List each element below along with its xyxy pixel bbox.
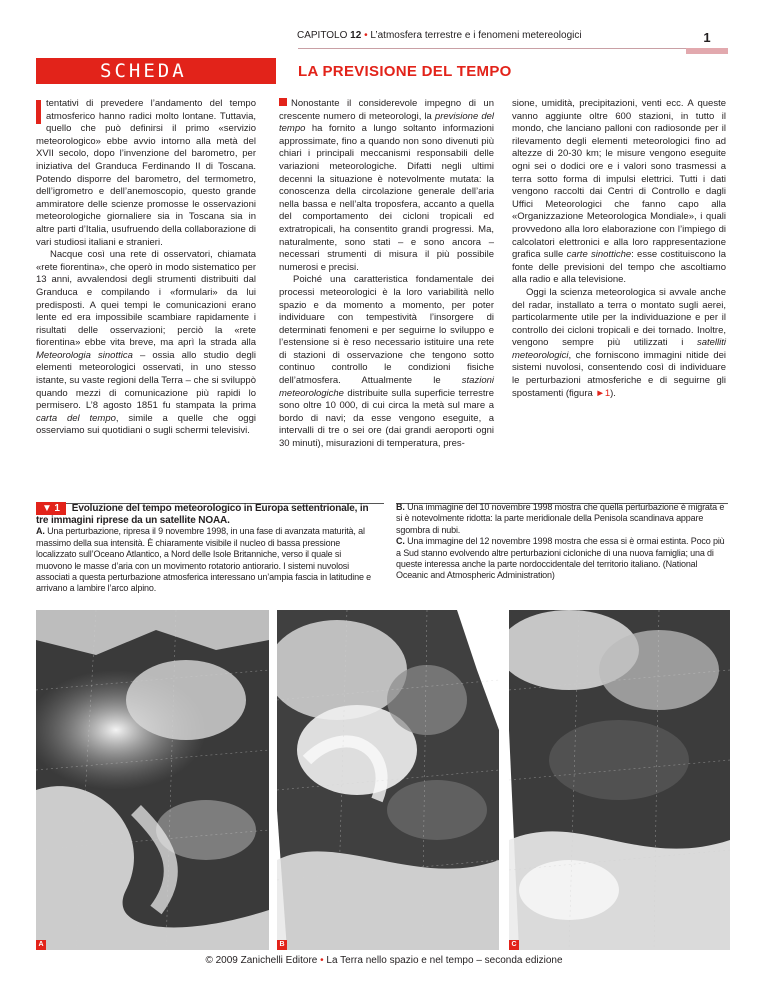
text-column-3 [512, 98, 726, 400]
caption-label: B. [396, 502, 405, 512]
caption-text: Una immagine del 10 novembre 1998 mostra che quella perturbazione è migrata e si è notevolmente ridotta: la parte meridionale della Penisola scandinava appare sgombra di nubi. [396, 502, 725, 535]
paragraph-text: tentativi di prevedere l’andamento del tempo atmosferico hanno radici molto lontane. Tuttavia, quello che può definirsi il primo «servizio meteorologico» ebbe avvio intorno alla metà del XVII secolo, dopo l’invenzione del barometro, per iniziativa del Granduca Ferdinando II di Toscana. Potendo disporre del barometro, del termometro, dell’igrometro e dell’anemoscopio, questo grande ammiratore delle scienze promosse le osservazioni meteorologiche giornaliere sia in Toscana sia in altre parti d’Italia, usufruendo della collaborazione di vari studiosi italiani e stranieri. [36, 98, 256, 248]
satellite-image-a-graphic [36, 610, 269, 950]
satellite-image-a [36, 610, 269, 950]
paragraph-text: ha fornito a lungo soltanto informazioni approssimate, fino a quando non sono divenuti più chiari i principali meccanismi responsabili delle variazioni meteorologiche. Difatti negli ultimi decenni la situazione è notevolmente mutata: la conoscenza della circolazione generale dell’aria nella bassa e nell’alta troposfera, accanto a quella del comportamento dei cicloni tropicali ed extratropicali, ha consentito grandi progressi. Ma, naturalmente, sono stati – e sono ancora – necessari strumenti di misura il più possibile numerosi e precisi. [279, 123, 494, 273]
paragraph-text: Nonostante il considerevole impegno di un crescente numero di meteorologi, la [279, 98, 494, 122]
scheda-banner: SCHEDA [36, 58, 276, 84]
satellite-image-b-graphic [277, 610, 499, 950]
footer-copyright: © 2009 Zanichelli Editore [205, 955, 318, 966]
chapter-number: 12 [350, 30, 362, 41]
emphasis-text: satelliti meteorologici [512, 337, 726, 361]
paragraph-text: Nacque così una rete di osservatori, chiamata «rete fiorentina», che operò in modo sistematico per 13 anni, avvalendosi degli strumenti distribuiti dal Granduca e compilando i «formulari» da lui predisposti. A quei tempi le comunicazioni erano lente ed era impossibile scambiare rapidamente i risultati delle osservazioni; perciò la «rete fiorentina» ebbe vita breve, ma aprì la strada alla [36, 249, 256, 349]
paragraph [279, 274, 494, 450]
chapter-title: L’atmosfera terrestre e i fenomeni metereologici [370, 30, 582, 41]
section-title: LA PREVISIONE DEL TEMPO [298, 63, 512, 80]
paragraph-text: , che forniscono immagini nitide dei sistemi nuvolosi, consentendo così di individuare le perturbazioni atmosferiche e di seguirne gli spostamenti (figura [512, 349, 726, 399]
figure-caption-left [36, 502, 378, 595]
emphasis-text: carte sinottiche [566, 249, 632, 261]
header-rule [298, 48, 686, 49]
chapter-prefix: CAPITOLO [297, 30, 348, 41]
photo-label-c: C [509, 940, 519, 950]
paragraph [36, 249, 256, 438]
paragraph-text: sione, umidità, precipitazioni, venti ecc. A queste vanno aggiunte oltre 600 stazioni, in tutto il mondo, che lanciano palloni con radiosonde per il rilevamento degli elementi meteorologici fino ad altezze di 20-30 km; le misure vengono eseguite ogni sei o dodici ore e i valori sono trasmessi a terra sotto forma di impulsi elettrici. Tutti i dati vengono raccolti dai Centri di Controllo e dagli Uffici Meteorologici che fanno capo alla «Organizzazione Meteorologica Mondiale», i quali provvedono alla loro elaborazione con l’impiego di calcolatori elettronici e alla loro rappresentazione grafica sulle [512, 98, 726, 261]
satellite-image-c [509, 610, 730, 950]
paragraph-text: : esse costituiscono la fonte delle previsioni del tempo che ascoltiamo alla radio e alla televisione. [512, 249, 726, 286]
paragraph [36, 98, 256, 249]
photo-label-b: B [277, 940, 287, 950]
emphasis-text: stazioni meteorologiche [279, 375, 494, 399]
square-bullet-icon [279, 98, 287, 106]
paragraph-text: – ossia allo studio degli elementi meteorologici osservati, in uno stesso istante, su vaste regioni della Terra – che si sviluppò quando mezzi di comunicazione più rapidi lo permisero. L’8 agosto 1851 fu stampata la prima [36, 349, 256, 412]
emphasis-text: previsione del tempo [279, 110, 494, 135]
dropcap-bar [36, 100, 41, 124]
paragraph [512, 287, 726, 400]
paragraph-text: distribuite sulla superficie terrestre sono oltre 10 000, di cui circa la metà sul mare a bordo di navi; da esse vengono eseguite, a intervalli di tre o sei ore (dai grandi aeroporti ogni 30 minuti), misurazioni di temperatura, pres- [279, 387, 494, 450]
satellite-image-b [277, 610, 499, 950]
emphasis-text: Meteorologia sinottica [36, 349, 133, 361]
caption-b [396, 502, 730, 536]
caption-text: Una perturbazione, ripresa il 9 novembre 1998, in una fase di avanzata maturità, al massimo della sua intensità. È chiaramente visibile il nucleo di bassa pressione localizzato sull’Oceano Atlantico, a Nord delle Isole Britanniche, verso il quale si muovono le masse d’aria con un movimento rotatorio antiorario. I sistemi nuvolosi associati a questa perturbazione atmosferica interessano un’ampia fascia in latitudine e arrivano a lambire l’arco alpino. [36, 526, 372, 594]
caption-a [36, 526, 378, 594]
bullet-icon: • [364, 30, 368, 41]
text-column-1 [36, 98, 256, 438]
chapter-heading [297, 30, 582, 41]
figure-caption-right [396, 502, 730, 582]
bullet-icon: • [320, 955, 324, 966]
paragraph-text: Poiché una caratteristica fondamentale dei processi meteorologici è la loro variabilità nello spazio e da momento a momento, per poter individuare con tempestività l’insorgere di determinati fenomeni e per seguirne lo sviluppo e l’estensione si è reso necessario istituire una rete di stazioni di osservazione che tengono sotto continuo controllo le condizioni fisiche dell’atmosfera. Attualmente le [279, 274, 494, 387]
text-column-2 [279, 98, 494, 451]
footer-book-title: La Terra nello spazio e nel tempo – seconda edizione [326, 955, 563, 966]
caption-text: Una immagine del 12 novembre 1998 mostra che essa si è ormai estinta. Poco più a Sud stanno evolvendo altre perturbazioni cicloniche di una nuova famiglia; una di queste interessa anche la parte nordoccidentale del territorio italiano. (National Oceanic and Atmospheric Administration) [396, 536, 725, 581]
paragraph [512, 98, 726, 287]
caption-label: A. [36, 526, 45, 537]
figure-reference[interactable]: ►1 [595, 387, 611, 399]
page-tab [686, 48, 728, 54]
page-footer [0, 955, 768, 966]
caption-label: C. [396, 536, 405, 547]
paragraph [279, 98, 494, 274]
figure-tag: ▼ 1 [36, 502, 66, 515]
photo-label-a: A [36, 940, 46, 950]
paragraph-text: Oggi la scienza meteorologica si avvale anche del radar, installato a terra o montato sugli aerei, particolarmente utile per la individuazione e per il controllo dei cicloni tropicali e dei tornado. Inoltre, vengono sempre più utilizzati i [512, 286, 726, 349]
paragraph-text: ). [610, 387, 616, 399]
figure-title: Evoluzione del tempo meteorologico in Europa settentrionale, in tre immagini riprese da un satellite NOAA. [36, 503, 369, 526]
emphasis-text: carta del tempo [36, 412, 116, 424]
page-number: 1 [703, 30, 711, 45]
page-header [0, 30, 768, 50]
caption-c [396, 536, 730, 582]
satellite-image-c-graphic [509, 610, 730, 950]
paragraph-text: , simile a quelle che oggi osserviamo sui quotidiani o sugli schermi televisivi. [36, 412, 256, 437]
caption-title [36, 502, 378, 526]
